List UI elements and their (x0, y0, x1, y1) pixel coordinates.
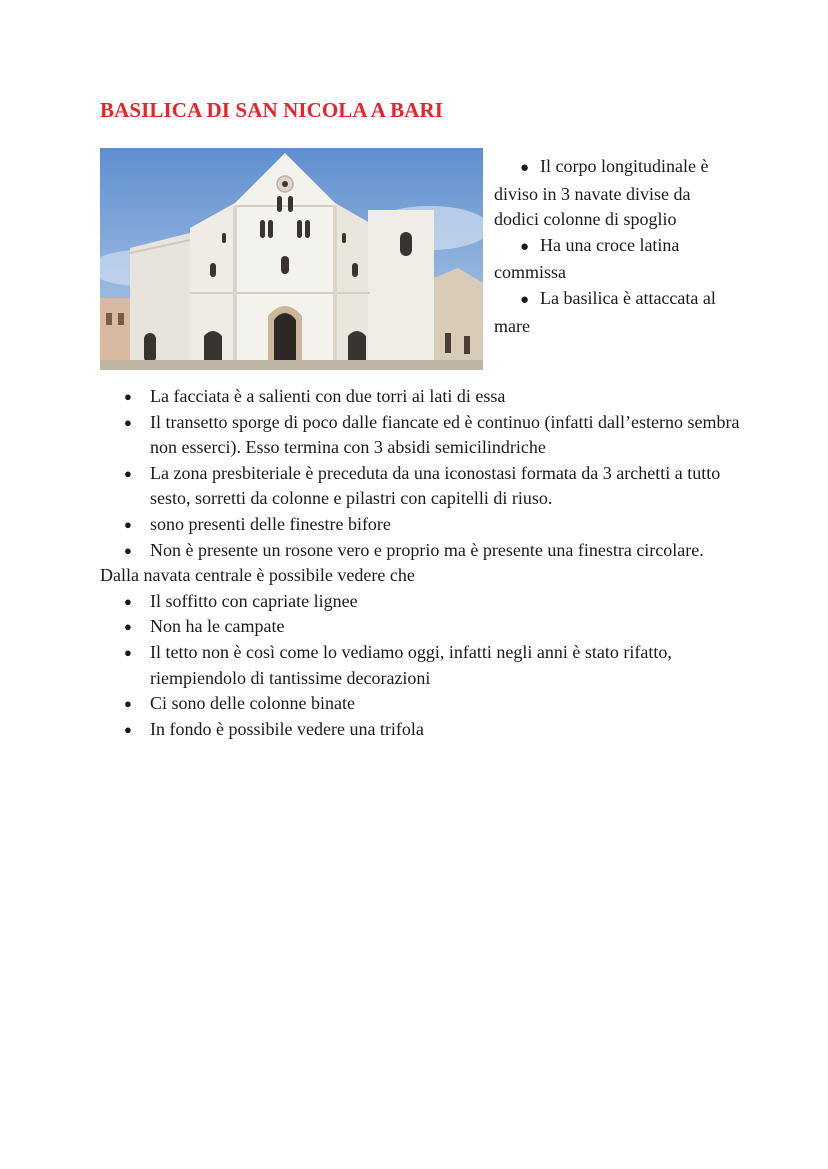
list-item: ● In fondo è possibile vedere una trifola (100, 717, 740, 743)
page-title: BASILICA DI SAN NICOLA A BARI (100, 98, 444, 122)
list-item: ● Il soffitto con capriate lignee (100, 589, 740, 615)
side-list-item: ● Ha una croce latina commissa (494, 234, 680, 283)
list-item: ● Il transetto sporge di poco dalle fiancate ed è continuo (infatti dall’esterno sembra non esserci). Esso termina con 3 absidi semicilindriche (100, 410, 740, 461)
nave-intro-paragraph: Dalla navata centrale è possibile vedere che (100, 565, 415, 586)
basilica-photo (100, 148, 483, 370)
facade-features-list (100, 384, 740, 563)
nave-features-list (100, 589, 740, 743)
main-content (100, 384, 740, 742)
side-list-item: ● Il corpo longitudinale è diviso in 3 navate divise da dodici colonne di spoglio (494, 156, 709, 230)
list-item: ● La zona presbiteriale è preceduta da una iconostasi formata da 3 archetti a tutto sesto, sorretti da colonne e pilastri con capitelli di riuso. (100, 461, 740, 512)
list-item: ● Non ha le campate (100, 614, 740, 640)
list-item: ● Non è presente un rosone vero e proprio ma è presente una finestra circolare. (100, 538, 740, 564)
list-item: ● sono presenti delle finestre bifore (100, 512, 740, 538)
list-item: ● La facciata è a salienti con due torri ai lati di essa (100, 384, 740, 410)
bullet-icon: ● (520, 160, 530, 176)
bullet-icon: ● (520, 238, 530, 255)
side-list-item: ● La basilica è attaccata al mare (494, 287, 716, 336)
bullet-icon: ● (520, 291, 530, 308)
list-item: ● Il tetto non è così come lo vediamo oggi, infatti negli anni è stato rifatto, riempiendolo di tantissime decorazioni (100, 640, 740, 691)
list-item: ● Ci sono delle colonne binate (100, 691, 740, 717)
side-list (494, 154, 734, 339)
